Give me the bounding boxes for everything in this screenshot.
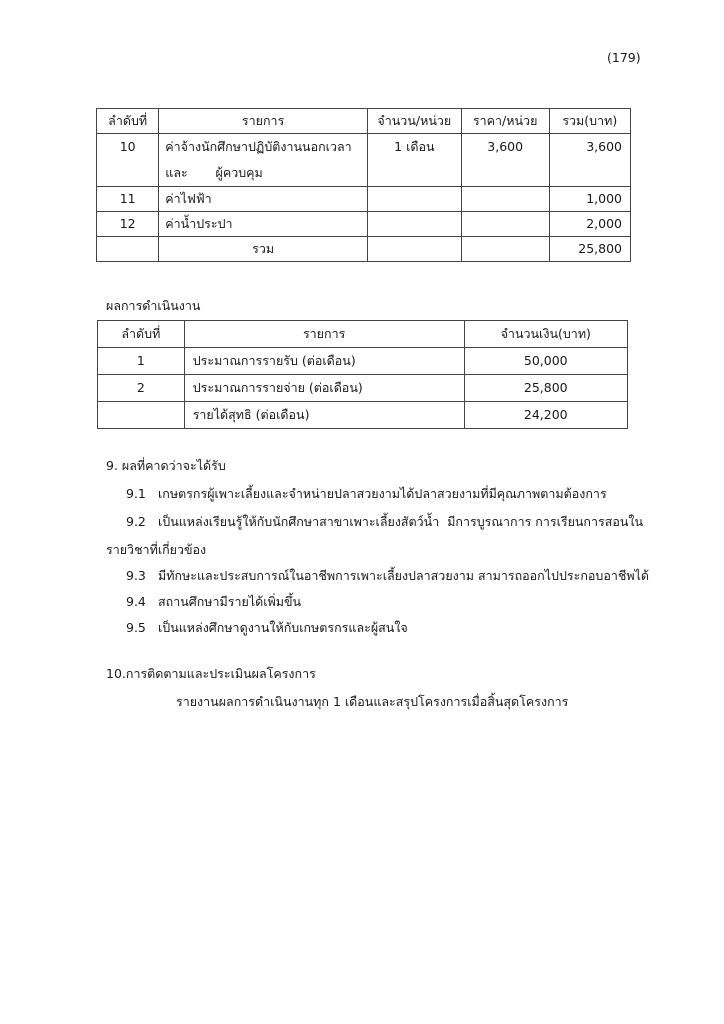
cell-total: 3,600 xyxy=(549,134,630,187)
table-row xyxy=(97,212,631,237)
budget-table xyxy=(96,108,631,262)
sum-label: รวม xyxy=(159,237,368,262)
column-header-item: รายการ xyxy=(159,109,368,134)
cell-qty: 1 เดือน xyxy=(367,134,461,187)
cell-item: ประมาณการรายรับ (ต่อเดือน) xyxy=(184,348,464,375)
item-text: เป็นแหล่งเรียนรู้ให้กับนักศึกษาสาขาเพาะเลี้ยงสัตว์น้ำ มีการบูรณาการ การเรียนการสอนใน xyxy=(158,514,644,529)
cell-empty xyxy=(97,237,159,262)
list-item xyxy=(126,592,301,612)
table-row xyxy=(98,348,628,375)
sum-total: 25,800 xyxy=(549,237,630,262)
table-row xyxy=(97,134,631,187)
cell-total: 1,000 xyxy=(549,187,630,212)
column-header-item: รายการ xyxy=(184,321,464,348)
cell-no: 11 xyxy=(97,187,159,212)
cell-empty xyxy=(367,237,461,262)
cell-price: 3,600 xyxy=(461,134,549,187)
cell-item: ค่าไฟฟ้า xyxy=(159,187,368,212)
table-header-row xyxy=(97,109,631,134)
column-header-amount: จำนวนเงิน(บาท) xyxy=(464,321,627,348)
column-header-no: ลำดับที่ xyxy=(97,109,159,134)
table-row xyxy=(98,402,628,429)
cell-empty xyxy=(461,237,549,262)
section-10-text: รายงานผลการดำเนินงานทุก 1 เดือนและสรุปโครงการเมื่อสิ้นสุดโครงการ xyxy=(176,694,569,709)
cell-no: 10 xyxy=(97,134,159,187)
cell-item: รายได้สุทธิ (ต่อเดือน) xyxy=(184,402,464,429)
cell-no xyxy=(98,402,185,429)
cell-qty xyxy=(367,212,461,237)
cell-no: 12 xyxy=(97,212,159,237)
list-item xyxy=(126,566,649,586)
section-9-heading: 9. ผลที่คาดว่าจะได้รับ xyxy=(106,458,226,473)
cell-price xyxy=(461,212,549,237)
cell-item-line1: ค่าจ้างนักศึกษาปฏิบัติงานนอกเวลา xyxy=(165,139,352,154)
item-text: เกษตรกรผู้เพาะเลี้ยงและจำหน่ายปลาสวยงามได้ปลาสวยงามที่มีคุณภาพตามต้องการ xyxy=(158,486,607,501)
cell-item-line2: และ ผู้ควบคุม xyxy=(165,165,263,180)
column-header-no: ลำดับที่ xyxy=(98,321,185,348)
cell-price xyxy=(461,187,549,212)
item-text: เป็นแหล่งศึกษาดูงานให้กับเกษตรกรและผู้สนใจ xyxy=(158,620,408,635)
list-item xyxy=(126,484,607,504)
item-number: 9.2 xyxy=(126,514,146,529)
column-header-price: ราคา/หน่วย xyxy=(461,109,549,134)
list-item xyxy=(126,512,643,532)
table-sum-row xyxy=(97,237,631,262)
item-text: มีทักษะและประสบการณ์ในอาชีพการเพาะเลี้ยงปลาสวยงาม สามารถออกไปประกอบอาชีพได้ xyxy=(158,568,650,583)
list-item xyxy=(126,618,408,638)
item-text: สถานศึกษามีรายได้เพิ่มขึ้น xyxy=(158,594,302,609)
column-header-total: รวม(บาท) xyxy=(549,109,630,134)
cell-amount: 24,200 xyxy=(464,402,627,429)
cell-no: 2 xyxy=(98,375,185,402)
table-row xyxy=(98,375,628,402)
item-number: 9.5 xyxy=(126,620,146,635)
cell-qty xyxy=(367,187,461,212)
item-continuation: รายวิชาที่เกี่ยวข้อง xyxy=(106,542,207,557)
cell-item xyxy=(159,134,368,187)
item-number: 9.3 xyxy=(126,568,146,583)
cell-amount: 50,000 xyxy=(464,348,627,375)
cell-item: ค่าน้ำประปา xyxy=(159,212,368,237)
table-row xyxy=(97,187,631,212)
page-number: (179) xyxy=(607,50,641,65)
table-header-row xyxy=(98,321,628,348)
results-caption: ผลการดำเนินงาน xyxy=(106,298,201,313)
cell-total: 2,000 xyxy=(549,212,630,237)
column-header-qty: จำนวน/หน่วย xyxy=(367,109,461,134)
section-10-heading: 10.การติดตามและประเมินผลโครงการ xyxy=(106,666,316,681)
cell-amount: 25,800 xyxy=(464,375,627,402)
item-number: 9.1 xyxy=(126,486,146,501)
item-number: 9.4 xyxy=(126,594,146,609)
cell-no: 1 xyxy=(98,348,185,375)
cell-item: ประมาณการรายจ่าย (ต่อเดือน) xyxy=(184,375,464,402)
results-table xyxy=(97,320,628,429)
